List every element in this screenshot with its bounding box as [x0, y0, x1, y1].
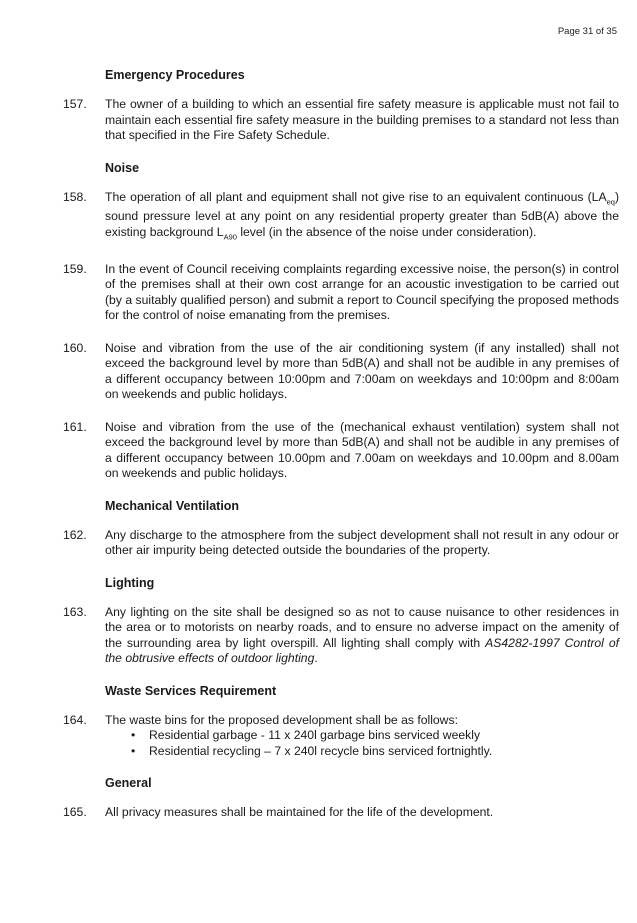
clause-160: [63, 341, 619, 403]
section-heading: Mechanical Ventilation: [105, 498, 240, 513]
clause-number: 160.: [63, 340, 87, 355]
clause-157: [63, 97, 619, 144]
clause-text: Noise and vibration from the use of the (mechanical exhaust ventilation) system shall not exceed the background level by more than 5dB(A) and shall not be audible in any premises of a different occupancy between 10.00pm and 7.00am on weekdays and 10.00pm and 8.00am on weekends and public holidays.: [105, 419, 619, 481]
page-number: Page 31 of 35: [557, 26, 617, 37]
bullet-list: [105, 728, 619, 759]
document-body: [63, 68, 619, 838]
clause-161: [63, 420, 619, 482]
clause-text: [105, 605, 619, 667]
clause-number: 161.: [63, 419, 87, 434]
clause-text: Noise and vibration from the use of the air conditioning system (if any installed) shall not exceed the background level by more than 5dB(A) and shall not be audible in any premises of a different occupancy between 10:00pm and 7:00am on weekdays and 10:00pm and 8:00am on weekends and public holidays.: [105, 340, 619, 402]
section-heading: Lighting: [105, 575, 155, 590]
clause-text-part: The waste bins for the proposed development shall be as follows:: [105, 712, 458, 727]
clause-number: 159.: [63, 261, 87, 276]
clause-number: 165.: [63, 805, 87, 820]
section-heading: General: [105, 776, 152, 791]
clause-text: [105, 190, 619, 245]
clause-165: [63, 805, 619, 821]
list-item: • Residential recycling – 7 x 240l recycle bins serviced fortnightly.: [131, 744, 619, 760]
clause-number: 163.: [63, 604, 87, 619]
clause-text-part: ) sound pressure level at any point on any residential property greater than 5dB(A) above the existing background L: [105, 189, 619, 239]
clause-number: 162.: [63, 527, 87, 542]
clause-159: [63, 262, 619, 324]
clause-158: [63, 190, 619, 245]
clause-text-part: The operation of all plant and equipment shall not give rise to an equivalent continuous (LA: [105, 189, 607, 204]
clause-text: All privacy measures shall be maintained for the life of the development.: [105, 805, 494, 820]
section-heading: Waste Services Requirement: [105, 683, 277, 698]
standard-reference: AS4282-1997 Control of the obtrusive effects of outdoor lighting: [105, 635, 619, 666]
clause-text-part: .: [314, 651, 318, 666]
clause-162: [63, 528, 619, 559]
clause-163: [63, 605, 619, 667]
clause-number: 164.: [63, 712, 87, 727]
subscript: eq: [606, 196, 615, 206]
clause-text: In the event of Council receiving complaints regarding excessive noise, the person(s) in control of the premises shall at their own cost arrange for an acoustic investigation to be carried out (by a suitably qualified person) and submit a report to Council specifying the proposed methods for the control of noise emanating from the premises.: [105, 261, 619, 323]
clause-text: [105, 713, 619, 760]
clause-text: The owner of a building to which an essential fire safety measure is applicable must not fail to maintain each essential fire safety measure in the building premises to a standard not less than that specified in the Fire Safety Schedule.: [105, 97, 619, 142]
clause-number: 158.: [63, 189, 87, 204]
clause-164: [63, 713, 619, 760]
subscript: A90: [223, 232, 237, 242]
list-item: • Residential garbage - 11 x 240l garbage bins serviced weekly: [131, 728, 619, 744]
section-heading: Noise: [105, 160, 140, 175]
clause-text-part: Any lighting on the site shall be designed so as not to cause nuisance to other residences in the area or to motorists on nearby roads, and to ensure no adverse impact on the amenity of the surrounding area by light overspill. All lighting shall comply with: [105, 604, 619, 650]
clause-text: Any discharge to the atmosphere from the subject development shall not result in any odour or other air impurity being detected outside the boundaries of the property.: [105, 527, 619, 558]
clause-text-part: level (in the absence of the noise under consideration).: [236, 224, 537, 239]
section-heading: Emergency Procedures: [105, 68, 245, 82]
clause-number: 157.: [63, 97, 87, 111]
